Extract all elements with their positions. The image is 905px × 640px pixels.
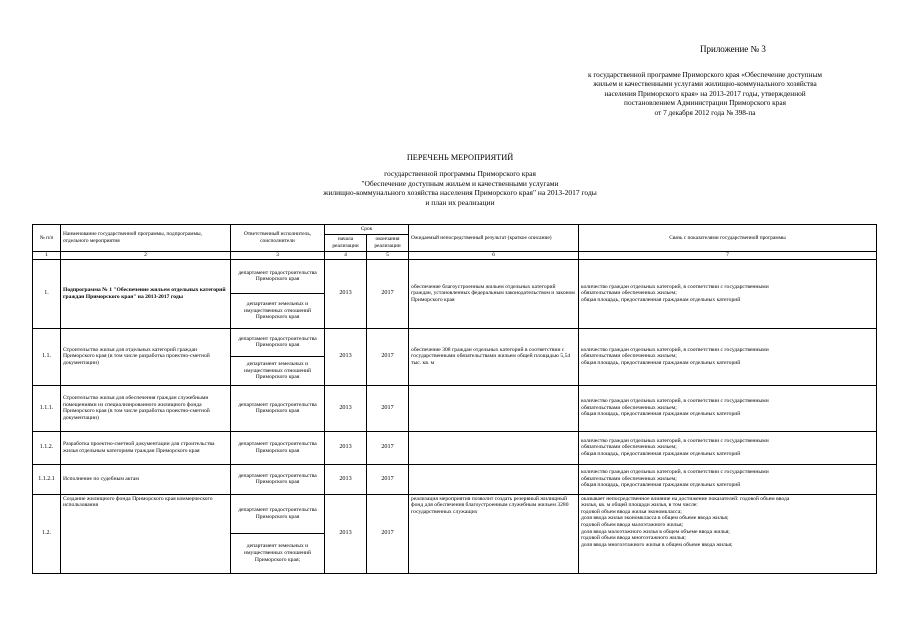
indicator-line: количество граждан отдельных категорий, в соответствии с государственными: [581, 283, 769, 290]
end-year: 2017: [367, 385, 409, 431]
indicator-links: [579, 259, 877, 328]
executor: департамент земельных и имущественных отношений Приморского края: [231, 293, 324, 328]
column-number: 2: [61, 251, 231, 259]
column-number: 4: [325, 251, 367, 259]
header-result: Ожидаемый непосредственный результат (краткое описание): [409, 225, 579, 252]
executor-cell: [231, 328, 325, 385]
table-row: [33, 431, 877, 464]
column-number: 1: [33, 251, 61, 259]
start-year: 2013: [325, 259, 367, 328]
indicator-line: доля ввода жилья экономкласса в общем объеме ввода жилья;: [581, 515, 729, 522]
header-term: Срок: [325, 225, 409, 235]
indicator-links: [579, 328, 877, 385]
column-number: 3: [231, 251, 325, 259]
indicator-line: общая площадь, предоставленная гражданам отдельных категорий: [581, 482, 741, 489]
expected-result: [409, 431, 579, 464]
executor: департамент земельных и имущественных отношений Приморского края: [231, 356, 324, 385]
basis-line: от 7 декабря 2012 года № 398-па: [654, 107, 756, 117]
table-row: [33, 464, 877, 494]
table-row: [33, 494, 877, 573]
column-number: 5: [367, 251, 409, 259]
measure-name: Разработка проектно-сметной документации для строительства жилья отдельным категориям граждан Приморского края: [61, 431, 231, 464]
end-year: 2017: [367, 494, 409, 573]
end-year: 2017: [367, 431, 409, 464]
expected-result: реализация мероприятия позволит создать резервный жилищный фонд для обеспечения благоустроенным служебным жильем 3280 государственных служащих: [409, 494, 579, 573]
expected-result: [409, 464, 579, 494]
title-line: государственной программы Приморского края: [384, 169, 536, 179]
indicator-line: обязательствами обеспеченных жильем;: [581, 404, 677, 411]
row-number: 1.2.: [33, 494, 61, 573]
header-end: окончания реализации: [367, 234, 409, 251]
indicator-links: [579, 464, 877, 494]
measure-name: Исполнение по судебным актам: [61, 464, 231, 494]
document-heading: [250, 153, 670, 207]
title-line: "Обеспечение доступным жильем и качественными услугами: [361, 178, 559, 188]
indicator-line: количество граждан отдельных категорий, в соответствии с государственными: [581, 346, 769, 353]
measure-name: Строительство жилья для отдельных категорий граждан Приморского края (в том числе разработка проектно-сметной документации): [61, 328, 231, 385]
measure-name: Создание жилищного фонда Приморского края коммерческого использования: [61, 494, 231, 573]
executor: департамент градостроительства Приморского края: [231, 385, 325, 431]
indicator-line: количество граждан отдельных категорий, в соответствии с государственными: [581, 398, 769, 405]
basis-line: к государственной программе Приморского края «Обеспечение доступным: [587, 70, 823, 79]
start-year: 2013: [325, 464, 367, 494]
row-number: 1.1.2.: [33, 431, 61, 464]
header-link: Связь с показателями государственной программы: [579, 225, 877, 252]
indicator-line: доля ввода многоэтажного жилья в общем объеме ввода жилья;: [581, 541, 733, 548]
header-name: Наименование государственной программы, подпрограммы, отдельного мероприятия: [61, 225, 231, 252]
indicator-line: количество граждан отдельных категорий, в соответствии с государственными: [581, 469, 769, 476]
indicator-links: [579, 385, 877, 431]
measure-name: Строительство жилья для обеспечения граждан служебными помещениями из специализированного жилищного фонда Приморского края (в том числе разработка проектно-сметной документации): [61, 385, 231, 431]
start-year: 2013: [325, 431, 367, 464]
indicator-line: доля ввода малоэтажного жилья в общем объеме ввода жилья;: [581, 528, 730, 535]
indicator-line: общая площадь, предоставленная гражданам отдельных категорий: [581, 296, 741, 303]
annex-label: Приложение № 3: [700, 44, 766, 54]
executor: департамент градостроительства Приморского края: [238, 269, 317, 283]
column-number: 6: [409, 251, 579, 259]
measure-name: Подпрограмма № 1 "Обеспечение жильем отдельных категорий граждан Приморского края" на 2013-2017 годы: [61, 259, 231, 328]
indicator-line: обязательствами обеспеченных жильем;: [581, 444, 677, 451]
indicator-line: обязательствами обеспеченных жильем;: [581, 290, 677, 297]
indicator-line: годовой объем ввода жилья экономкласса;: [581, 508, 682, 515]
table-row: [33, 259, 877, 328]
header-executor: Ответственный исполнитель, соисполнители: [231, 225, 325, 252]
indicator-line: годовой объем ввода многоэтажного жилья;: [581, 535, 686, 542]
expected-result: обеспечение 308 граждан отдельных категорий в соответствии с государственными обязательствами жильем общей площадью 5,54 тыс. кв. м: [409, 328, 579, 385]
executor: департамент градостроительства Приморского края: [231, 464, 325, 494]
indicator-line: общая площадь, предоставленная гражданам отдельных категорий: [581, 450, 741, 457]
indicator-line: обязательствами обеспеченных жильем;: [581, 353, 677, 360]
executor-cell: [231, 259, 325, 328]
column-numbers-row: [33, 251, 877, 259]
indicator-line: обязательствами обеспеченных жильем;: [581, 475, 677, 482]
header-start: начала реализации: [325, 234, 367, 251]
start-year: 2013: [325, 328, 367, 385]
executor: департамент земельных и имущественных отношений Приморского края;: [231, 533, 324, 573]
executor: департамент градостроительства Приморского края: [238, 335, 317, 349]
title-line: жилищно-коммунального хозяйства населения Приморского края" на 2013-2017 годы: [323, 188, 597, 198]
start-year: 2013: [325, 494, 367, 573]
approval-basis: [560, 70, 850, 117]
column-number: 7: [579, 251, 877, 259]
executor: департамент градостроительства Приморского края: [231, 431, 325, 464]
executor: департамент градостроительства Приморского края: [238, 507, 317, 520]
indicator-line: оказывает непосредственное влияние на достижение показателей: годовой объем ввода: [581, 495, 790, 502]
indicator-line: годовой объем ввода малоэтажного жилья;: [581, 521, 684, 528]
indicator-links: [579, 494, 877, 573]
end-year: 2017: [367, 464, 409, 494]
indicator-line: общая площадь, предоставленная гражданам отдельных категорий: [581, 359, 741, 366]
basis-line: жильем и качественными услугами жилищно-коммунального хозяйства: [593, 79, 817, 89]
basis-line: постановлением Администрации Приморского края: [624, 98, 786, 108]
end-year: 2017: [367, 328, 409, 385]
measures-table: [32, 224, 877, 574]
executor-cell: [231, 494, 325, 573]
title-line: и план их реализации: [425, 197, 495, 207]
header-num: № п/п: [33, 225, 61, 252]
expected-result: [409, 385, 579, 431]
start-year: 2013: [325, 385, 367, 431]
indicator-line: количество граждан отдельных категорий, в соответствии с государственными: [581, 437, 769, 444]
document-title: ПЕРЕЧЕНЬ МЕРОПРИЯТИЙ: [406, 153, 514, 162]
expected-result: обеспечение благоустроенным жильем отдельных категорий граждан, установленных федеральным законодательством и законом Приморского края: [409, 259, 579, 328]
end-year: 2017: [367, 259, 409, 328]
row-number: 1.: [33, 259, 61, 328]
row-number: 1.1.: [33, 328, 61, 385]
indicator-line: жилья, кв. м общей площади жилья, в том числе:: [581, 502, 698, 509]
row-number: 1.1.1.: [33, 385, 61, 431]
table-row: [33, 328, 877, 385]
indicator-links: [579, 431, 877, 464]
basis-line: населения Приморского края» на 2013-2017 годы, утвержденной: [604, 88, 806, 98]
table-row: [33, 385, 877, 431]
row-number: 1.1.2.1: [33, 464, 61, 494]
indicator-line: общая площадь, предоставленная гражданам отдельных категорий: [581, 411, 741, 418]
